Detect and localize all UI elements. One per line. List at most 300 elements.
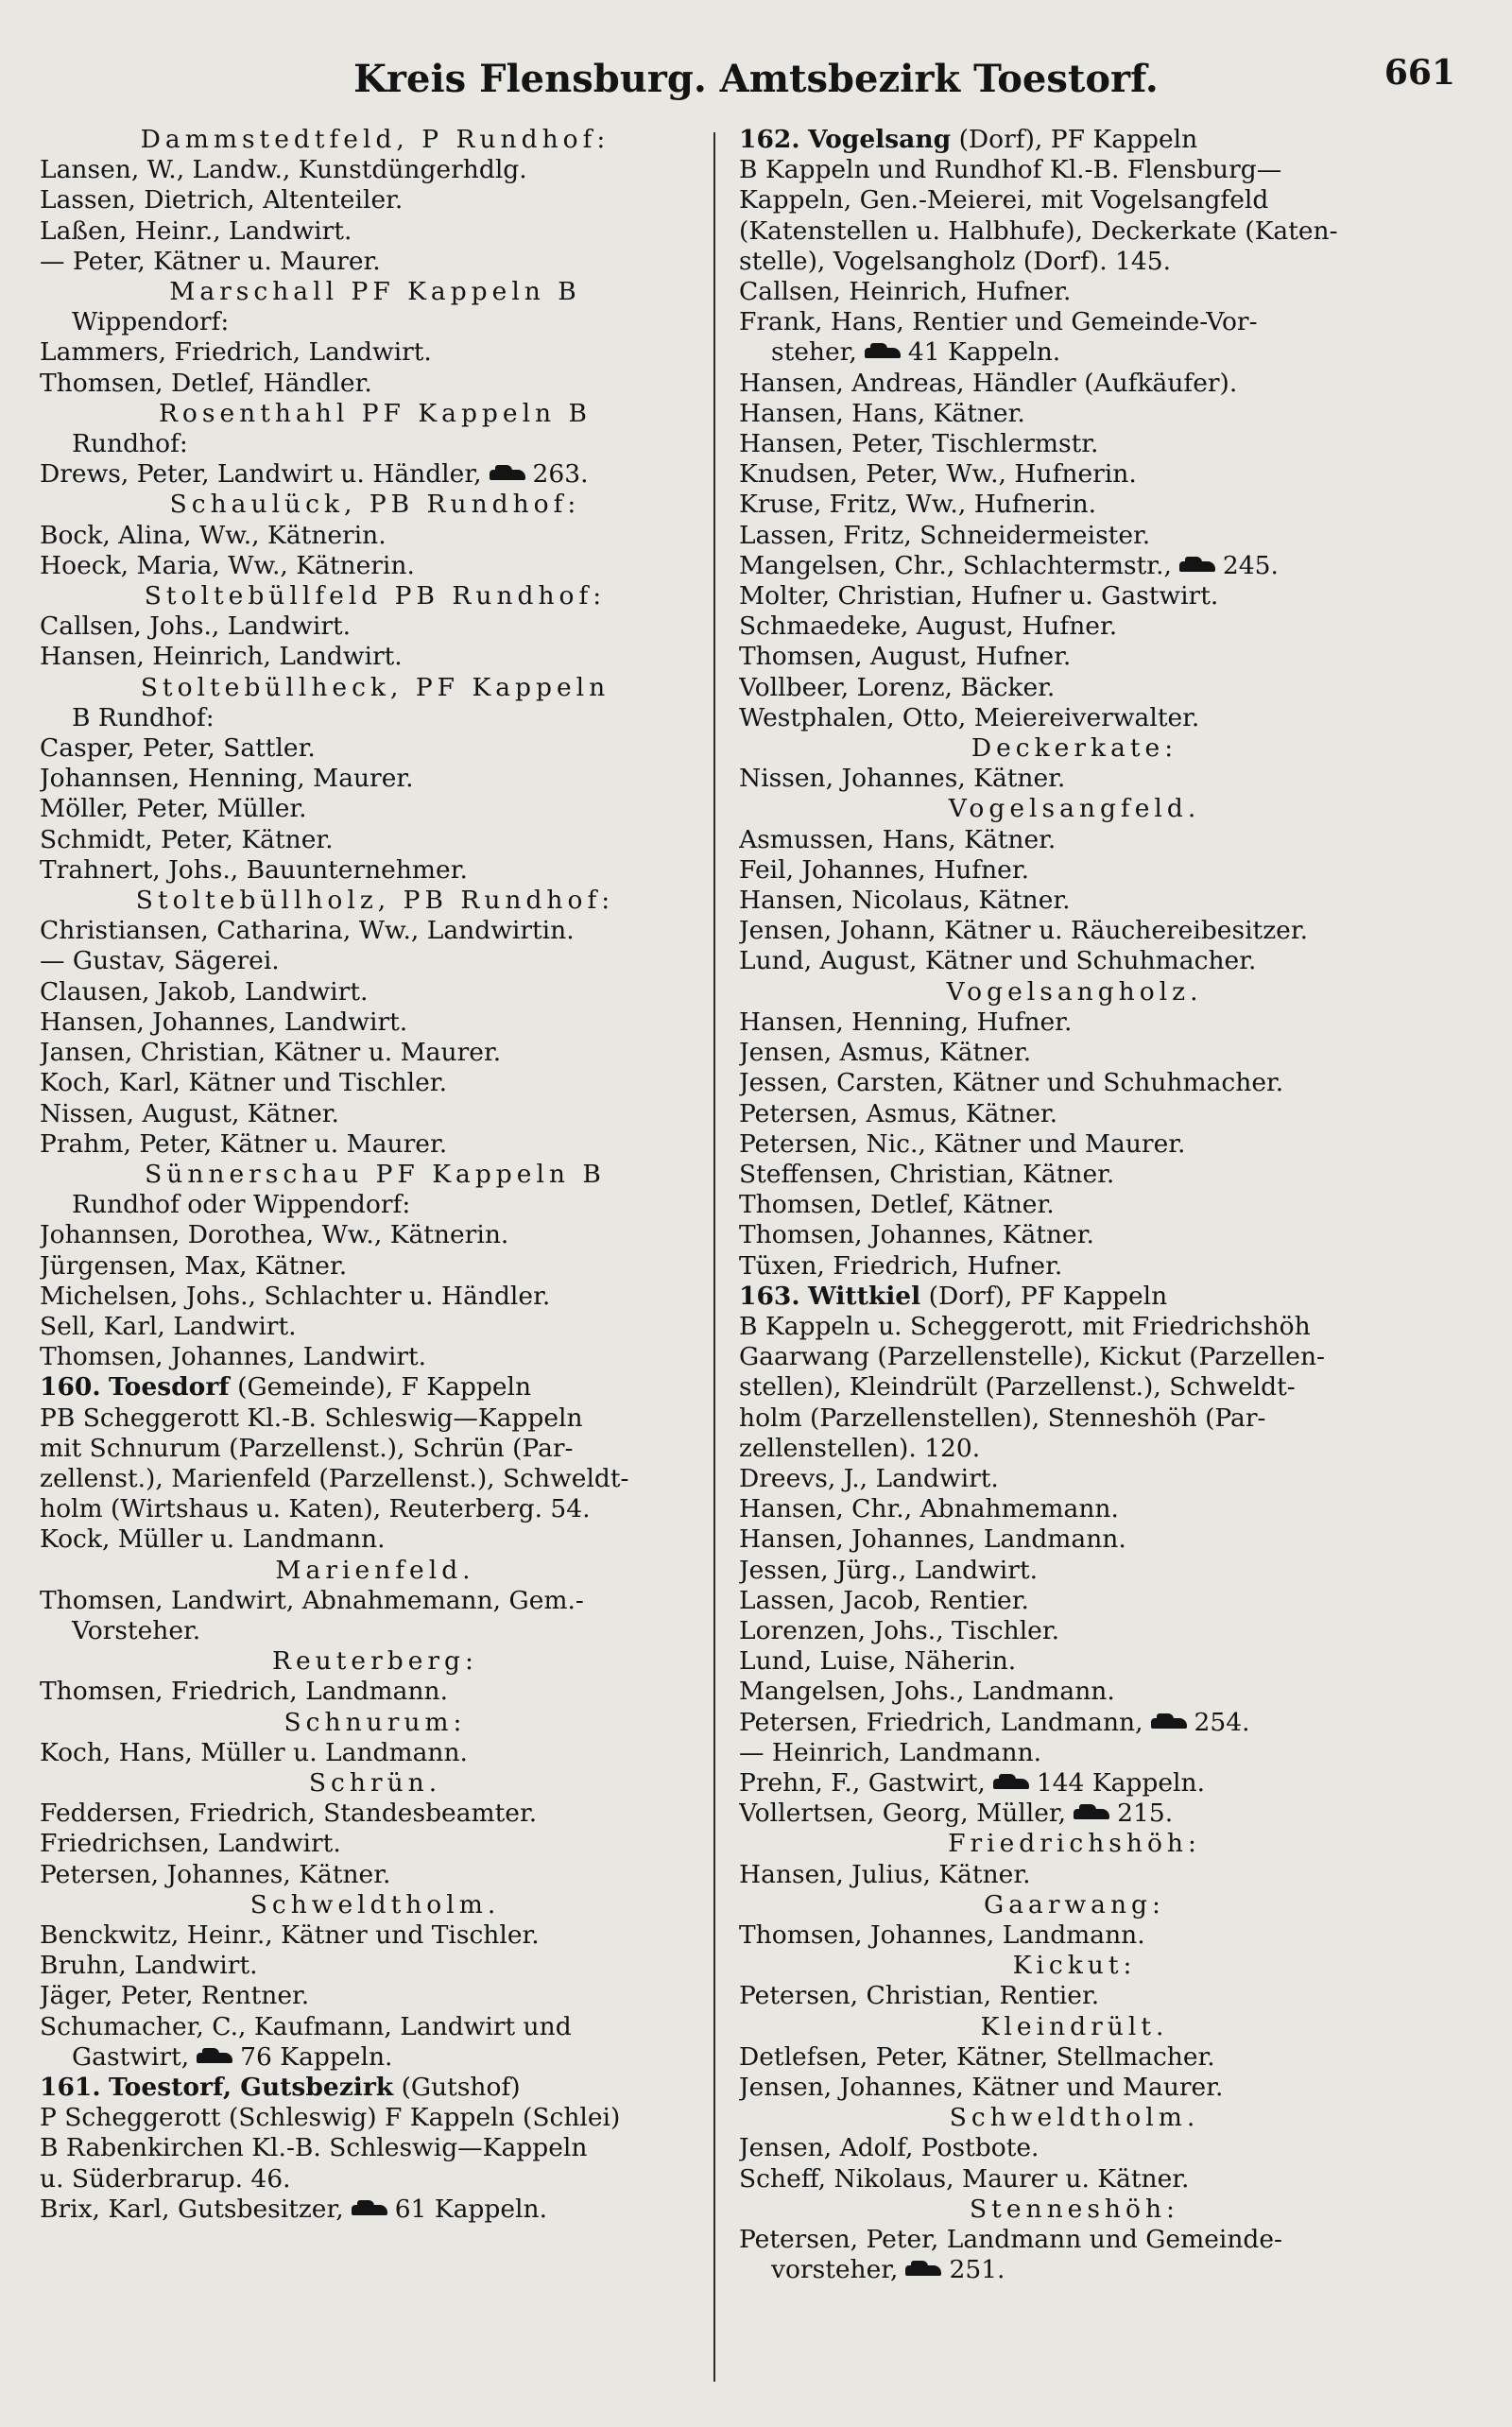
resident-line [40,764,711,794]
line-text: Dreevs, J., Landwirt. [739,1463,999,1493]
line-text: mit Schnurum (Parzellenst.), Schrün (Par- [40,1433,574,1463]
resident-line [40,611,711,642]
resident-line [739,1616,1410,1646]
line-text: Steffensen, Christian, Kätner. [739,1159,1115,1189]
resident-line [40,1616,711,1646]
resident-line [40,1220,711,1250]
line-text: Wippendorf: [72,307,230,337]
resident-line [739,185,1410,215]
line-text: Casper, Peter, Sattler. [40,733,316,764]
locality-heading [40,1160,711,1190]
resident-line [739,673,1410,703]
line-text: (Dorf), PF Kappeln [928,1281,1168,1311]
phone-number: 254. [1194,1707,1250,1737]
resident-line [40,521,711,551]
locality-heading [40,673,711,703]
resident-line [739,1708,1410,1738]
resident-line [40,1829,711,1859]
resident-line [739,551,1410,581]
entry-number: 162. [739,125,800,154]
line-text: Friedrichshöh: [948,1829,1201,1859]
telephone-car-icon [1149,1713,1189,1732]
resident-line [739,1220,1410,1250]
resident-line [40,1038,711,1068]
telephone-car-icon [903,2261,943,2280]
resident-line [739,825,1410,855]
line-text: Kleindrült. [980,2011,1169,2041]
resident-line [40,916,711,946]
column-divider [713,132,715,2382]
resident-line [40,825,711,855]
resident-line [40,1099,711,1129]
phone-number: 144 Kappeln. [1036,1767,1205,1798]
resident-line [739,611,1410,642]
resident-line [40,733,711,764]
resident-line [40,1524,711,1555]
line-text: Nissen, August, Kätner. [40,1098,339,1128]
municipality-entry [739,1282,1410,1312]
line-text: Thomsen, Johannes, Landmann. [739,1919,1145,1950]
resident-line [739,1129,1410,1160]
resident-line [739,1190,1410,1220]
resident-line [40,1738,711,1768]
resident-line [40,1464,711,1494]
line-text: Prehn, F., Gastwirt, [739,1767,986,1798]
resident-line [739,2164,1410,2195]
resident-line [40,642,711,672]
line-text: Marschall PF Kappeln B [169,277,581,307]
line-text: Nissen, Johannes, Kätner. [739,764,1066,794]
resident-line [40,1007,711,1038]
line-text: Vogelsangholz. [946,976,1203,1007]
line-text: Lansen, W., Landw., Kunstdüngerhdlg. [40,155,527,185]
resident-line [739,1920,1410,1951]
line-text: Callsen, Johs., Landwirt. [40,611,352,642]
line-text: Jürgensen, Max, Kätner. [40,1250,348,1281]
resident-line [739,1403,1410,1434]
locality-heading [40,1556,711,1586]
line-text: Laßen, Heinr., Landwirt. [40,215,352,246]
line-text: Kickut: [1012,1951,1137,1981]
line-text: Scheff, Nikolaus, Maurer u. Kätner. [739,2163,1190,2194]
resident-line [40,1282,711,1312]
telephone-car-icon [1177,557,1217,576]
resident-line [40,1129,711,1160]
resident-line [739,642,1410,672]
line-text: Michelsen, Johs., Schlachter u. Händler. [40,1281,551,1311]
line-text: Hansen, Chr., Abnahmemann. [739,1494,1119,1524]
resident-line [40,1251,711,1282]
resident-line [739,155,1410,185]
line-text: Stoltebüllfeld PB Rundhof: [144,581,607,611]
line-text: zellenstellen). 120. [739,1433,981,1463]
entry-number: 163. [739,1281,800,1311]
resident-line [739,1464,1410,1494]
resident-line [40,977,711,1007]
resident-line [739,1099,1410,1129]
line-text: Thomsen, Johannes, Landwirt. [40,1342,427,1372]
telephone-car-icon [350,2200,389,2219]
resident-line [40,1799,711,1829]
line-text: Hansen, Johannes, Landwirt. [40,1007,408,1037]
page-number: 661 [1383,53,1455,93]
line-text: Hoeck, Maria, Ww., Kätnerin. [40,550,415,580]
line-text: Molter, Christian, Hufner u. Gastwirt. [739,581,1219,611]
line-text: Hansen, Nicolaus, Kätner. [739,886,1071,916]
line-text: Trahnert, Johs., Bauunternehmer. [40,854,468,885]
line-text: Westphalen, Otto, Meiereiverwalter. [739,702,1200,732]
municipality-name: Toestorf, Gutsbezirk [108,2073,394,2102]
locality-heading [40,1708,711,1738]
line-text: Hansen, Andreas, Händler (Aufkäufer). [739,368,1238,398]
resident-line [40,1312,711,1342]
resident-line [40,307,711,337]
resident-line [40,1494,711,1524]
line-text: Gaarwang: [984,1889,1165,1919]
line-text: holm (Wirtshaus u. Katen), Reuterberg. 54. [40,1494,591,1524]
municipality-name: Vogelsang [807,125,952,154]
line-text: u. Süderbrarup. 46. [40,2163,291,2194]
line-text: Jensen, Asmus, Kätner. [739,1038,1032,1068]
line-text: Stenneshöh: [970,2194,1179,2224]
line-text: Mangelsen, Chr., Schlachtermstr., [739,550,1172,580]
resident-line [40,2103,711,2133]
resident-line [739,946,1410,976]
resident-line [40,1677,711,1707]
line-text: stellen), Kleindrült (Parzellenst.), Schweldt- [739,1372,1296,1403]
resident-line [40,1403,711,1434]
line-text: Vorsteher. [72,1615,201,1645]
line-text: Petersen, Christian, Rentier. [739,1981,1100,2011]
locality-heading [739,2012,1410,2042]
resident-line [739,1860,1410,1890]
resident-line [739,1677,1410,1707]
resident-line [739,1981,1410,2011]
municipality-name: Toesdorf [108,1372,230,1403]
resident-line [40,185,711,215]
line-text: PB Scheggerott Kl.-B. Schleswig—Kappeln [40,1403,583,1433]
resident-line [40,1068,711,1098]
resident-line [739,1251,1410,1282]
resident-line [739,337,1410,368]
resident-line [40,369,711,399]
entry-number: 161. [40,2073,101,2102]
locality-heading [40,886,711,916]
line-text: Rundhof oder Wippendorf: [72,1190,411,1220]
line-text: Thomsen, Detlef, Kätner. [739,1190,1055,1220]
line-text: Brix, Karl, Gutsbesitzer, [40,2194,344,2224]
line-text: Stoltebüllholz, PB Rundhof: [135,886,615,916]
line-text: Prahm, Peter, Kätner u. Maurer. [40,1128,448,1159]
resident-line [739,1372,1410,1403]
resident-line [739,2042,1410,2073]
phone-number: 41 Kappeln. [907,337,1061,368]
locality-heading [40,277,711,307]
line-text: (Gemeinde), F Kappeln [237,1372,532,1403]
line-text: Deckerkate: [971,733,1178,764]
locality-heading [739,2103,1410,2133]
line-text: Knudsen, Peter, Ww., Hufnerin. [739,459,1137,490]
line-text: Hansen, Hans, Kätner. [739,398,1025,428]
locality-heading [739,733,1410,764]
line-text: Feddersen, Friedrich, Standesbeamter. [40,1799,538,1829]
resident-line [739,1342,1410,1372]
line-text: Schmidt, Peter, Kätner. [40,824,334,854]
line-text: B Kappeln und Rundhof Kl.-B. Flensburg— [739,155,1282,185]
resident-line [739,2255,1410,2285]
line-text: Koch, Karl, Kätner und Tischler. [40,1068,447,1098]
resident-line [40,216,711,247]
resident-line [739,1494,1410,1524]
line-text: Jensen, Johann, Kätner u. Räuchereibesitzer. [739,916,1309,946]
resident-line [739,247,1410,277]
line-text: Jessen, Carsten, Kätner und Schuhmacher. [739,1068,1284,1098]
line-text: Petersen, Johannes, Kätner. [40,1859,391,1889]
line-text: Reuterberg: [272,1646,478,1677]
line-text: Thomsen, Landwirt, Abnahmemann, Gem.- [40,1585,584,1615]
resident-line [739,1524,1410,1555]
locality-heading [739,1829,1410,1859]
line-text: Rundhof: [72,429,188,459]
running-title: Kreis Flensburg. Amtsbezirk Toestorf. [353,57,1159,101]
line-text: — Peter, Kätner u. Maurer. [40,246,381,276]
line-text: Schrün. [308,1767,442,1798]
resident-line [739,1312,1410,1342]
resident-line [40,946,711,976]
resident-line [40,1920,711,1951]
line-text: Jansen, Christian, Kätner u. Maurer. [40,1038,502,1068]
line-text: Vollertsen, Georg, Müller, [739,1799,1067,1829]
resident-line [40,2133,711,2163]
resident-line [739,1799,1410,1829]
resident-line [739,1038,1410,1068]
line-text: Thomsen, Johannes, Kätner. [739,1220,1094,1250]
phone-number: 61 Kappeln. [394,2194,548,2224]
locality-heading [739,977,1410,1007]
line-text: Lassen, Jacob, Rentier. [739,1585,1029,1615]
locality-heading [40,581,711,611]
resident-line [40,1860,711,1890]
line-text: Jensen, Adolf, Postbote. [739,2133,1040,2163]
line-text: Thomsen, Detlef, Händler. [40,368,372,398]
locality-heading [40,1646,711,1677]
line-text: Schaulück, PB Rundhof: [169,490,581,520]
line-text: Hansen, Peter, Tischlermstr. [739,429,1099,459]
locality-heading [739,1890,1410,1920]
line-text: Kruse, Fritz, Ww., Hufnerin. [739,490,1097,520]
line-text: Bruhn, Landwirt. [40,1951,258,1981]
line-text: Schumacher, C., Kaufmann, Landwirt und [40,2011,572,2041]
resident-line [739,855,1410,886]
phone-number: 251. [949,2255,1005,2285]
line-text: Frank, Hans, Rentier und Gemeinde-Vor- [739,307,1258,337]
line-text: Kock, Müller u. Landmann. [40,1524,386,1555]
line-text: Johannsen, Henning, Maurer. [40,764,414,794]
resident-line [40,247,711,277]
line-text: Dammstedtfeld, P Rundhof: [140,125,610,154]
line-text: Petersen, Nic., Kätner und Maurer. [739,1128,1186,1159]
resident-line [40,2012,711,2042]
line-text: Petersen, Asmus, Kätner. [739,1098,1058,1128]
line-text: Tüxen, Friedrich, Hufner. [739,1250,1063,1281]
resident-line [40,429,711,459]
line-text: Schnurum: [284,1707,467,1737]
line-text: Möller, Peter, Müller. [40,794,307,824]
line-text: Benckwitz, Heinr., Kätner und Tischler. [40,1919,540,1950]
page-header [38,49,1474,106]
line-text: Lorenzen, Johs., Tischler. [739,1615,1060,1645]
line-text: Lund, Luise, Näherin. [739,1646,1017,1677]
resident-line [40,459,711,490]
line-text: Clausen, Jakob, Landwirt. [40,976,369,1007]
resident-line [40,337,711,368]
line-text: Schweldtholm. [949,2103,1200,2133]
line-text: Stoltebüllheck, PF Kappeln [140,672,610,702]
municipality-entry [40,2073,711,2103]
line-text: Mangelsen, Johs., Landmann. [739,1677,1115,1707]
resident-line [739,1556,1410,1586]
locality-heading [739,1951,1410,1981]
line-text: Koch, Hans, Müller u. Landmann. [40,1737,468,1767]
line-text: vorsteher, [771,2255,899,2285]
line-text: Marienfeld. [275,1555,475,1585]
resident-line [40,2195,711,2225]
resident-line [739,886,1410,916]
resident-line [739,216,1410,247]
line-text: — Gustav, Sägerei. [40,946,280,976]
resident-line [739,277,1410,307]
line-text: Johannsen, Dorothea, Ww., Kätnerin. [40,1220,509,1250]
line-text: Feil, Johannes, Hufner. [739,854,1030,885]
line-text: Hansen, Johannes, Landmann. [739,1524,1126,1555]
line-text: Gaarwang (Parzellenstelle), Kickut (Parzellen- [739,1342,1325,1372]
entry-number: 160. [40,1372,101,1403]
line-text: Thomsen, Friedrich, Landmann. [40,1677,449,1707]
resident-line [739,1160,1410,1190]
line-text: — Heinrich, Landmann. [739,1737,1042,1767]
line-text: Lund, August, Kätner und Schuhmacher. [739,946,1257,976]
line-text: Jensen, Johannes, Kätner und Maurer. [739,2073,1224,2102]
resident-line [739,429,1410,459]
line-text: (Gutshof) [401,2073,521,2102]
telephone-car-icon [1072,1804,1111,1823]
locality-heading [40,399,711,429]
line-text: (Dorf), PF Kappeln [958,125,1198,154]
resident-line [739,2073,1410,2103]
resident-line [739,916,1410,946]
resident-line [40,1981,711,2011]
line-text: holm (Parzellenstellen), Stenneshöh (Par- [739,1403,1266,1433]
resident-line [40,2164,711,2195]
municipality-entry [40,1372,711,1403]
line-text: Detlefsen, Peter, Kätner, Stellmacher. [739,2041,1215,2072]
line-text: Schweldtholm. [249,1889,501,1919]
resident-line [739,1646,1410,1677]
left-column [40,125,711,2402]
line-text: Petersen, Peter, Landmann und Gemeinde- [739,2225,1283,2255]
line-text: Friedrichsen, Landwirt. [40,1829,341,1859]
resident-line [739,1068,1410,1098]
phone-number: 215. [1117,1799,1174,1829]
line-text: Petersen, Friedrich, Landmann, [739,1707,1143,1737]
resident-line [40,855,711,886]
locality-heading [739,2195,1410,2225]
resident-line [739,521,1410,551]
line-text: Gastwirt, [72,2041,190,2072]
locality-heading [40,1890,711,1920]
line-text: B Rundhof: [72,702,215,732]
municipality-entry [739,125,1410,155]
line-text: Callsen, Heinrich, Hufner. [739,277,1072,307]
telephone-car-icon [863,343,902,362]
resident-line [739,1768,1410,1799]
line-text: Schmaedeke, August, Hufner. [739,611,1118,642]
resident-line [739,2133,1410,2163]
resident-line [739,1434,1410,1464]
resident-line [739,369,1410,399]
resident-line [40,2042,711,2073]
line-text: Vollbeer, Lorenz, Bäcker. [739,672,1056,702]
locality-heading [40,125,711,155]
line-text: B Rabenkirchen Kl.-B. Schleswig—Kappeln [40,2133,588,2163]
resident-line [739,1586,1410,1616]
line-text: Sell, Karl, Landwirt. [40,1311,297,1341]
line-text: Jäger, Peter, Rentner. [40,1981,310,2011]
line-text: Bock, Alina, Ww., Kätnerin. [40,520,387,550]
line-text: Lammers, Friedrich, Landwirt. [40,337,432,368]
resident-line [739,1007,1410,1038]
telephone-car-icon [991,1774,1031,1793]
resident-line [40,155,711,185]
line-text: P Scheggerott (Schleswig) F Kappeln (Schlei) [40,2103,621,2133]
line-text: Kappeln, Gen.-Meierei, mit Vogelsangfeld [739,185,1269,215]
line-text: zellenst.), Marienfeld (Parzellenst.), Schweldt- [40,1463,629,1493]
phone-number: 245. [1222,550,1279,580]
resident-line [739,703,1410,733]
line-text: Thomsen, August, Hufner. [739,642,1072,672]
line-text: Christiansen, Catharina, Ww., Landwirtin. [40,916,575,946]
resident-line [40,1951,711,1981]
resident-line [739,459,1410,490]
line-text: stelle), Vogelsangholz (Dorf). 145. [739,246,1172,276]
resident-line [739,1738,1410,1768]
resident-line [739,399,1410,429]
resident-line [739,764,1410,794]
municipality-name: Wittkiel [807,1281,921,1311]
line-text: Asmussen, Hans, Kätner. [739,824,1057,854]
telephone-car-icon [488,465,527,484]
line-text: Drews, Peter, Landwirt u. Händler, [40,459,482,490]
line-text: Lassen, Dietrich, Altenteiler. [40,185,404,215]
line-text: Vogelsangfeld. [948,794,1201,824]
locality-heading [40,490,711,520]
line-text: B Kappeln u. Scheggerott, mit Friedrichshöh [739,1311,1311,1341]
line-text: Sünnerschau PF Kappeln B [145,1159,606,1189]
resident-line [739,2225,1410,2255]
telephone-car-icon [195,2048,234,2067]
line-text: Rosenthahl PF Kappeln B [158,398,593,428]
locality-heading [739,794,1410,824]
resident-line [739,581,1410,611]
resident-line [739,490,1410,520]
line-text: Hansen, Henning, Hufner. [739,1007,1073,1037]
resident-line [40,1190,711,1220]
line-text: (Katenstellen u. Halbhufe), Deckerkate (Katen- [739,215,1338,246]
resident-line [739,307,1410,337]
resident-line [40,1342,711,1372]
resident-line [40,703,711,733]
line-text: Hansen, Heinrich, Landwirt. [40,642,403,672]
